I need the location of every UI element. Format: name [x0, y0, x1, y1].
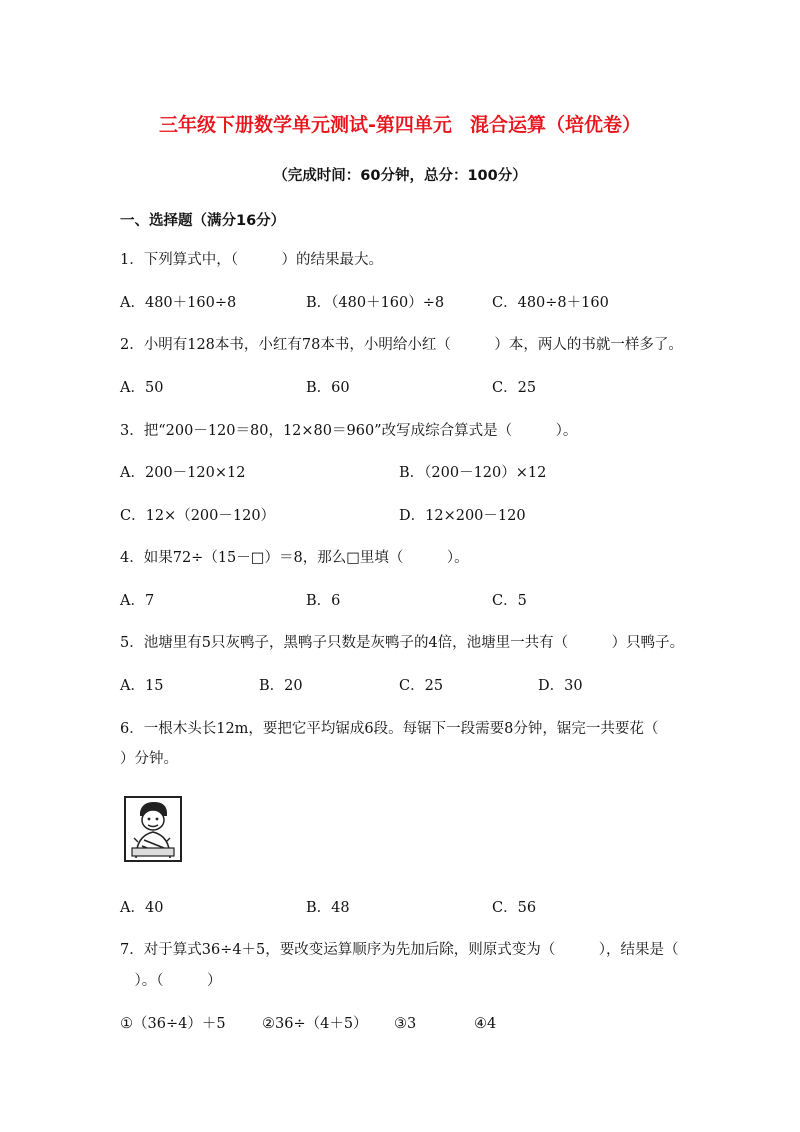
question-6-line-1: 6．一根木头长12m，要把它平均锯成6段。每锯下一段需要8分钟，锯完一共要花（: [120, 721, 659, 737]
q5-option-b: B．20: [259, 678, 303, 694]
title-sub: 混合运算（培优卷）: [469, 114, 641, 136]
q7-option-1: ①（36÷4）＋5: [120, 1016, 226, 1032]
question-6-line-2: ）分钟。: [120, 751, 178, 767]
q5-option-d: D．30: [538, 678, 583, 694]
q7-option-2: ②36÷（4＋5）: [262, 1016, 368, 1032]
question-3: 3．把“200－120＝80，12×80＝960”改写成综合算式是（ ）。: [120, 423, 578, 439]
q2-option-a: A．50: [120, 380, 164, 396]
section-heading: 一、选择题（满分16分）: [120, 213, 286, 229]
q7-option-4: ④4: [474, 1016, 497, 1032]
q2-option-b: B．60: [306, 380, 350, 396]
question-5: 5．池塘里有5只灰鸭子，黑鸭子只数是灰鸭子的4倍，池塘里一共有（ ）只鸭子。: [120, 635, 685, 651]
q3-option-a: A．200－120×12: [120, 465, 246, 481]
q5-option-a: A．15: [120, 678, 164, 694]
question-7-line-2: ）。（ ）: [120, 973, 222, 989]
q6-option-a: A．40: [120, 900, 164, 916]
document-title: [0, 110, 800, 137]
q2-option-c: C．25: [492, 380, 537, 396]
q6-option-b: B．48: [306, 900, 350, 916]
q5-option-c: C．25: [399, 678, 444, 694]
question-1: 1．下列算式中，（ ）的结果最大。: [120, 252, 383, 268]
sawing-man-illustration: [124, 796, 182, 862]
question-4: 4．如果72÷（15－□）＝8，那么□里填（ ）。: [120, 550, 469, 566]
q3-option-d: D．12×200－120: [399, 508, 526, 524]
q7-option-3: ③3: [394, 1016, 417, 1032]
man-sawing-icon: [126, 798, 180, 860]
question-7-line-1: 7．对于算式36÷4＋5，要改变运算顺序为先加后除，则原式变为（ ），结果是（: [120, 942, 679, 958]
q4-option-c: C．5: [492, 593, 527, 609]
q3-option-b: B．（200－120）×12: [399, 465, 547, 481]
q1-option-c: C．480÷8＋160: [492, 295, 609, 311]
question-2: 2．小明有128本书，小红有78本书，小明给小红（ ）本，两人的书就一样多了。: [120, 337, 683, 353]
q4-option-a: A．7: [120, 593, 155, 609]
q3-option-c: C．12×（200－120）: [120, 508, 276, 524]
q4-option-b: B．6: [306, 593, 341, 609]
q6-option-c: C．56: [492, 900, 537, 916]
q1-option-b: B．（480＋160）÷8: [306, 295, 445, 311]
title-main: 三年级下册数学单元测试-第四单元: [159, 114, 452, 136]
q1-option-a: A．480＋160÷8: [120, 295, 237, 311]
time-info: （完成时间：60分钟，总分：100分）: [273, 168, 527, 184]
